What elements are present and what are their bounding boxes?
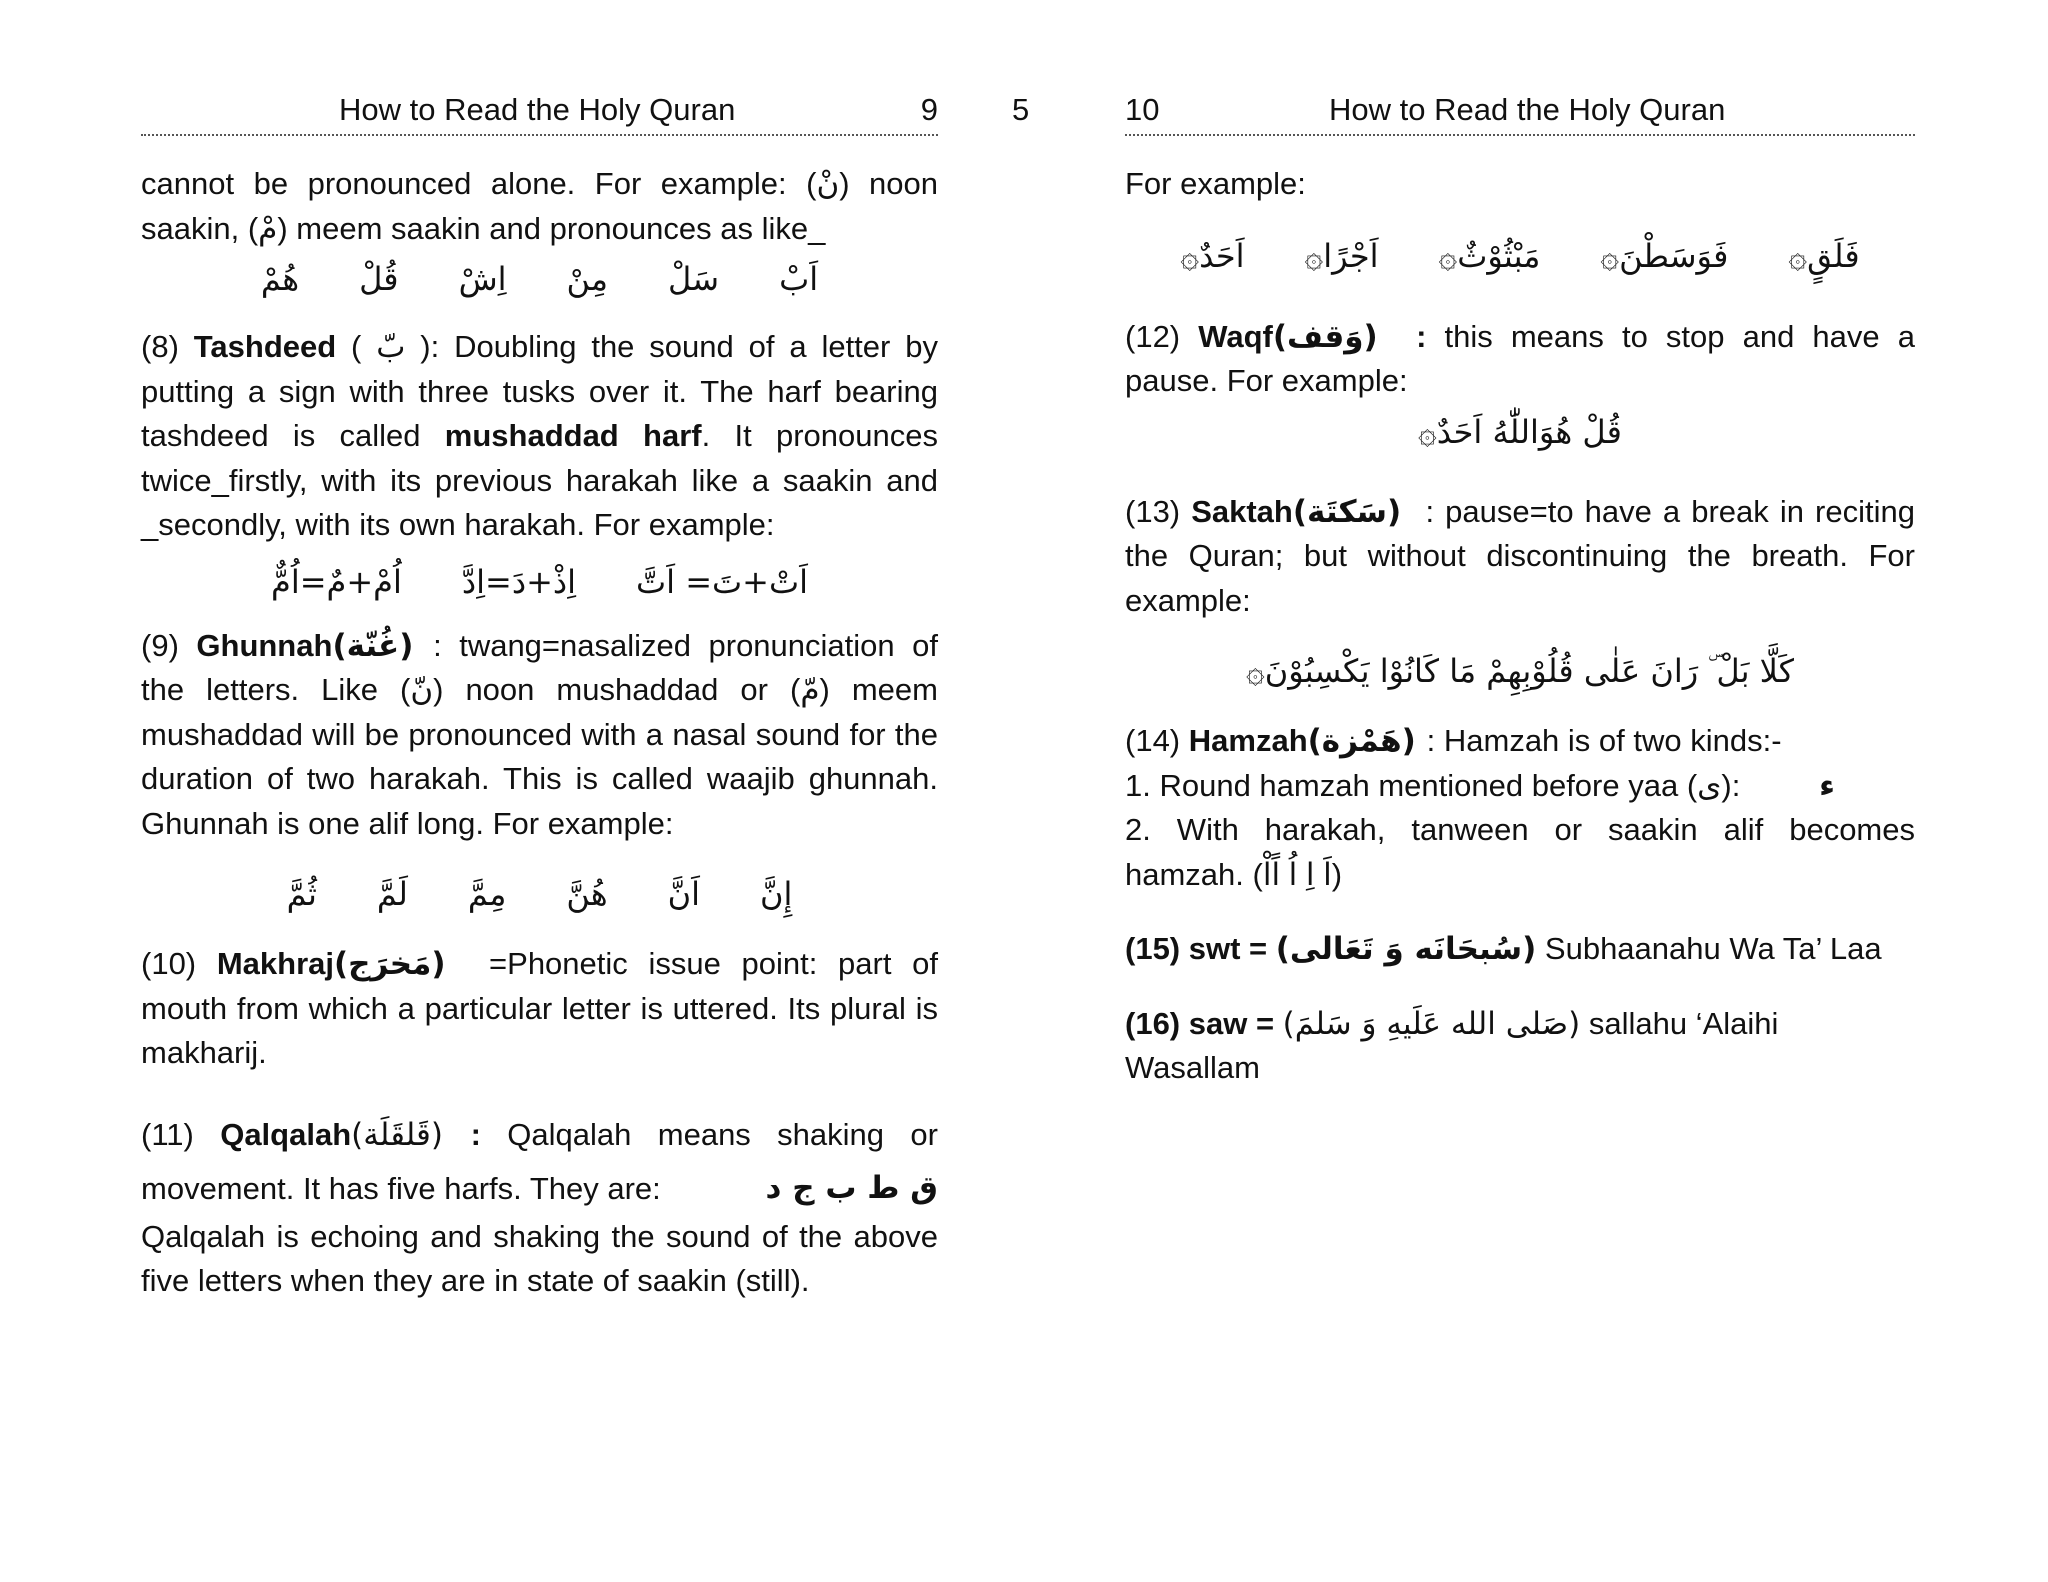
term-makhraj: Makhraj — [216, 946, 334, 981]
left-page-header — [141, 92, 938, 136]
saw-arabic: (صَلى الله عَلَيهِ وَ سَلمَ) — [1282, 1005, 1581, 1042]
saw-text: sallahu ‘Alaihi Wasallam — [1125, 1005, 1779, 1085]
tashdeed-paragraph — [141, 325, 938, 548]
tashdeed-example: اَتْ+تَ= اَتَّ — [636, 563, 808, 602]
waqf-paragraph — [1125, 315, 1915, 404]
tashdeed-symbol: ( بّ ): — [336, 329, 455, 364]
ghunnah-example: إِنَّ — [759, 874, 793, 913]
left-page-content — [141, 162, 938, 1304]
arabic-example-word: قُلْ — [359, 259, 399, 298]
saakin-examples — [141, 251, 938, 307]
ghunnah-example: اَنَّ — [667, 874, 700, 913]
hamzah-item-2: 2. With harakah, tanween or saakin alif becomes hamzah. (اَ اِ اُ اًاْ) — [1125, 812, 1915, 892]
hamzah-text: : Hamzah is of two kinds:- — [1426, 723, 1782, 758]
qalqalah-arabic: (قَلقَلَة) — [351, 1116, 471, 1153]
tashdeed-example: اِذْ+دَ=اِدَّ — [461, 563, 577, 602]
makhraj-text: =Phonetic issue point: part of mouth from which a particular letter is uttered. Its plural is makharij. — [141, 946, 938, 1070]
arabic-example-word: سَلْ — [668, 259, 720, 298]
arabic-example-word: اَبْ — [779, 259, 819, 298]
arabic-example-word: هُمْ — [260, 259, 300, 298]
intro-line-2: saakin, (مْ) meem saakin and pronounces as like_ — [141, 210, 826, 246]
right-header-title: How to Read the Holy Quran — [1329, 92, 1726, 127]
section-number: (14) — [1125, 723, 1181, 758]
arabic-example-word: فَوَسَطْنَ۞ — [1600, 237, 1729, 276]
hamzah-arabic: (هَمْزة) — [1307, 723, 1427, 759]
saktah-text: : pause=to have a break in reciting the Quran; but without discontinuing the breath. For example: — [1125, 493, 1915, 618]
arabic-example-word: اَجْرًا۞ — [1304, 237, 1379, 276]
saktah-example: كَلَّا بَلْ ۜ رَانَ عَلٰى قُلُوْبِهِمْ مَا كَانُوْا يَكْسِبُوْنَ۞ — [1245, 652, 1794, 690]
term-qalqalah: Qalqalah — [220, 1116, 352, 1152]
term-tashdeed: Tashdeed — [193, 329, 337, 364]
saw-line — [1125, 1002, 1915, 1091]
ghunnah-text: : twang=nasalized pronunciation of the letters. Like (نّ) noon mushaddad or (مّ) meem mushaddad will be pronounced with a nasal sound for the duration of two harakah. This is called waajib ghunnah. Ghunnah is one alif long. For example: — [141, 627, 938, 841]
right-page-number: 10 — [1125, 92, 1160, 127]
ghunnah-arabic: (غُنّة) — [332, 627, 434, 664]
hamzah-heading — [1125, 719, 1915, 764]
ghunnah-paragraph — [141, 624, 938, 847]
arabic-example-word: مِنْ — [566, 259, 609, 298]
term-waqf: Waqf — [1198, 318, 1273, 354]
hamzah-item-1-text: 1. Round hamzah mentioned before yaa (ى): — [1125, 767, 1741, 803]
qalqalah-colon: : — [470, 1116, 481, 1152]
right-examples — [1125, 207, 1915, 307]
intro-line-1: cannot be pronounced alone. For example: (نْ) noon — [141, 166, 938, 201]
arabic-example-word: اَحَدٌ۞ — [1180, 237, 1245, 276]
section-number: (8) — [141, 329, 179, 364]
saktah-arabic: (سَكتَة) — [1292, 493, 1415, 530]
hamzah-item-1 — [1125, 764, 1915, 809]
arabic-example-word: فَلَقٍ۞ — [1788, 237, 1860, 276]
swt-label: (15) swt = — [1125, 931, 1276, 966]
right-page — [1125, 0, 1915, 1091]
ghunnah-examples — [141, 846, 938, 942]
arabic-example-word: اِشْ — [458, 259, 507, 298]
left-page-number: 9 — [920, 92, 938, 127]
qalqalah-text-a: Qalqalah means shaking or movement. It has five harfs. They are: — [141, 1116, 938, 1206]
ghunnah-example: ثُمَّ — [286, 874, 317, 913]
waqf-colon: : — [1397, 318, 1427, 354]
section-number: (9) — [141, 627, 179, 663]
swt-text: Subhaanahu Wa Ta’ Laa — [1536, 931, 1882, 966]
section-number: (11) — [141, 1116, 194, 1152]
waqf-example: قُلْ هُوَاللّٰهُ اَحَدٌ۞ — [1418, 412, 1622, 451]
ghunnah-example: مِمَّ — [467, 874, 507, 913]
waqf-arabic: (وَقف) — [1272, 318, 1398, 355]
term-mushaddad-harf: mushaddad harf — [444, 418, 702, 453]
right-page-content — [1125, 162, 1915, 1091]
saktah-paragraph — [1125, 490, 1915, 624]
term-ghunnah: Ghunnah — [196, 627, 333, 663]
makhraj-arabic: (مَخرَج) — [334, 946, 469, 982]
term-saktah: Saktah — [1191, 493, 1293, 529]
saw-label: (16) saw = — [1125, 1005, 1283, 1041]
qalqalah-paragraph — [141, 1108, 938, 1215]
term-hamzah: Hamzah — [1188, 723, 1308, 758]
waqf-text: this means to stop and have a pause. For example: — [1125, 318, 1915, 398]
hamzah-symbol: ء — [1819, 767, 1835, 804]
tashdeed-example: اُمْ+مٌ=اُمٌّ — [271, 563, 402, 602]
qalqalah-letters: ق ط ب ج د — [765, 1169, 938, 1206]
right-page-header — [1125, 92, 1915, 136]
section-number: (13) — [1125, 493, 1181, 529]
sheet-number: 5 — [1012, 92, 1030, 127]
section-number: (10) — [141, 946, 197, 981]
tashdeed-examples — [141, 548, 938, 618]
ghunnah-example: لَمَّ — [376, 874, 408, 913]
swt-line — [1125, 927, 1915, 972]
tashdeed-text-a: Doubling the sound of a letter by putting a sign with three tusks over it. The harf bearing tashdeed is called — [141, 329, 938, 453]
arabic-example-word: مَبْثُوْثٌ۞ — [1438, 237, 1541, 276]
section-number: (12) — [1125, 318, 1181, 354]
makhraj-paragraph — [141, 942, 938, 1076]
qalqalah-paragraph-2: Qalqalah is echoing and shaking the sound of the above five letters when they are in state of saakin (still). — [141, 1218, 938, 1298]
for-example-label: For example: — [1125, 166, 1306, 201]
tashdeed-text-b: . It pronounces twice_firstly, with its previous harakah like a saakin and _secondly, with its own harakah. For example: — [141, 418, 938, 542]
ghunnah-example: هُنَّ — [566, 874, 608, 913]
swt-arabic: (سُبحَانَه وَ تَعَالى) — [1275, 931, 1537, 967]
left-page — [141, 0, 938, 1304]
left-header-title: How to Read the Holy Quran — [339, 92, 736, 127]
